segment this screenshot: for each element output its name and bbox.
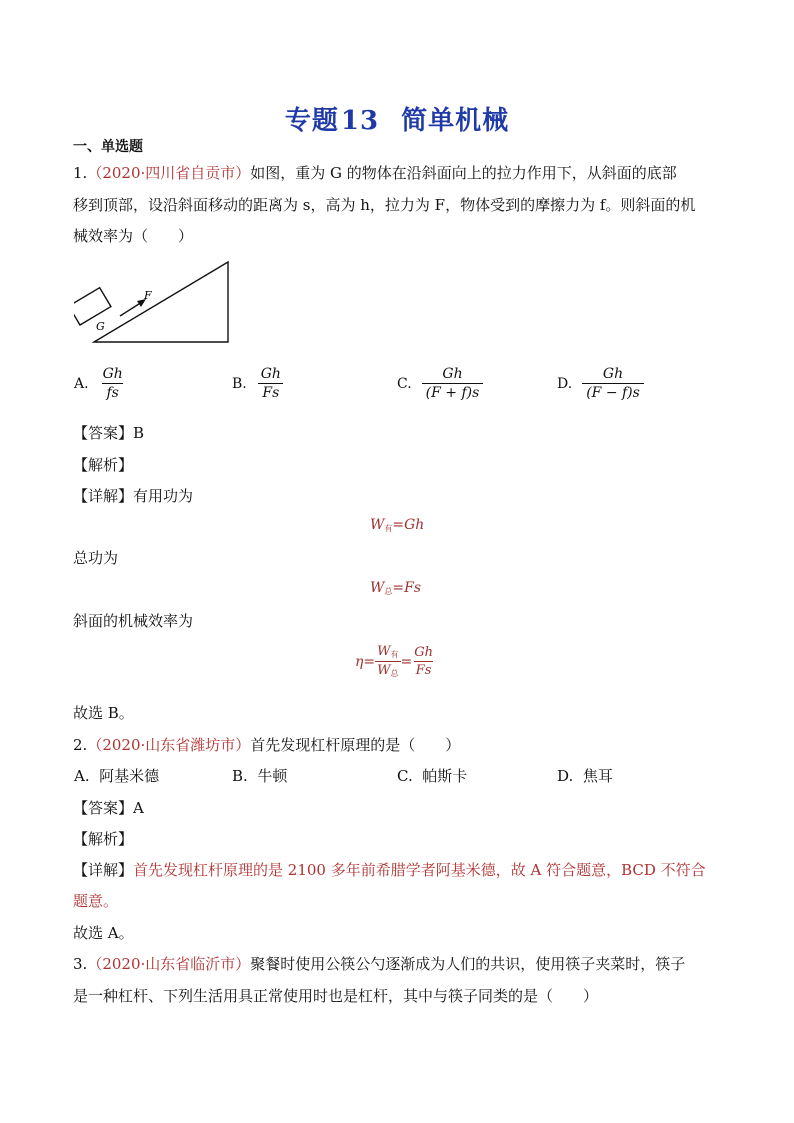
q1-number: 1. [73,164,88,182]
q1-option-b[interactable] [232,366,285,401]
q1-answer: 【答案】B [73,424,145,442]
q3-text-1: 聚餐时使用公筷公勺逐渐成为人们的共识，使用筷子夹菜时，筷子 [250,955,686,973]
option-fraction: $\frac{Gh}{(F - f)s}$ [582,366,644,401]
block-label: G [96,320,105,333]
q3-line-1 [73,954,685,974]
q3-number: 3. [73,955,88,973]
q1-option-d[interactable] [557,366,644,401]
option-label: D. [557,375,573,392]
q2-option-d[interactable]: D. 焦耳 [557,767,613,785]
q1-option-c[interactable] [397,366,483,401]
option-fraction: $\frac{Gh}{(F + f)s}$ [422,366,484,401]
section-heading: 一、单选题 [73,139,143,155]
q1-detail: 【详解】有用功为 [73,487,194,505]
q3-text-2: 是一种杠杆、下列生活用具正常使用时也是杠杆，其中与筷子同类的是（ ） [73,987,599,1005]
title-name: 简单机械 [401,106,510,136]
q1-total-work-label: 总功为 [73,549,119,567]
title-prefix: 专题 [284,106,339,136]
option-label: C. [397,375,412,392]
option-label: A. [74,375,89,392]
option-fraction: $\frac{Gh}{Fs}$ [257,366,285,401]
force-label: F [144,289,152,302]
force-arrow [120,302,142,316]
q2-option-b[interactable]: B. 牛顿 [232,767,288,785]
q1-text-2: 移到顶部，设沿斜面移动的距离为 s，高为 h，拉力为 F，物体受到的摩擦力为 f。则斜面的机 [73,196,696,214]
option-label: B. [232,375,247,392]
q1-line-1 [73,163,677,183]
incline-plane [94,262,228,342]
formula-total-work: $W_总=Fs$ [370,580,422,596]
q1-analysis: 【解析】 [73,456,134,474]
q3-source: （2020·山东省临沂市） [87,955,251,973]
q1-text-3: 械效率为（ ） [73,227,194,245]
q2-conclusion: 故选 A。 [73,924,134,942]
q1-conclusion: 故选 B。 [73,704,134,722]
q2-number: 2. [73,736,88,754]
q2-text: 首先发现杠杆原理的是（ ） [250,736,461,754]
option-fraction: $\frac{Gh}{fs}$ [102,366,123,401]
q2-option-a[interactable]: A. 阿基米德 [74,767,160,785]
q2-detail-line-1: 【详解】首先发现杠杆原理的是 2100 多年前希腊学者阿基米德，故 A 符合题意，BCD 不符合 [73,861,706,879]
q2-source: （2020·山东省潍坊市） [87,736,251,754]
formula-efficiency: η= $W_有$ $W_总$ = $\frac{Gh}{Fs}$ [355,644,433,678]
block [74,288,111,325]
formula-useful-work: $W_有=Gh$ [370,517,425,533]
incline-figure [74,258,234,348]
q2-analysis: 【解析】 [73,830,134,848]
q2-answer: 【答案】A [73,799,144,817]
title-number: 13 [340,106,380,136]
q1-option-a[interactable] [74,366,127,401]
q1-source: （2020·四川省自贡市） [87,164,251,182]
q2-detail-line-2: 题意。 [73,892,119,910]
q2-line-1 [73,735,460,755]
q1-efficiency-label: 斜面的机械效率为 [73,612,194,630]
q2-option-c[interactable]: C. 帕斯卡 [397,767,468,785]
q1-text-1: 如图，重为 G 的物体在沿斜面向上的拉力作用下，从斜面的底部 [250,164,677,182]
page-title [0,100,794,137]
